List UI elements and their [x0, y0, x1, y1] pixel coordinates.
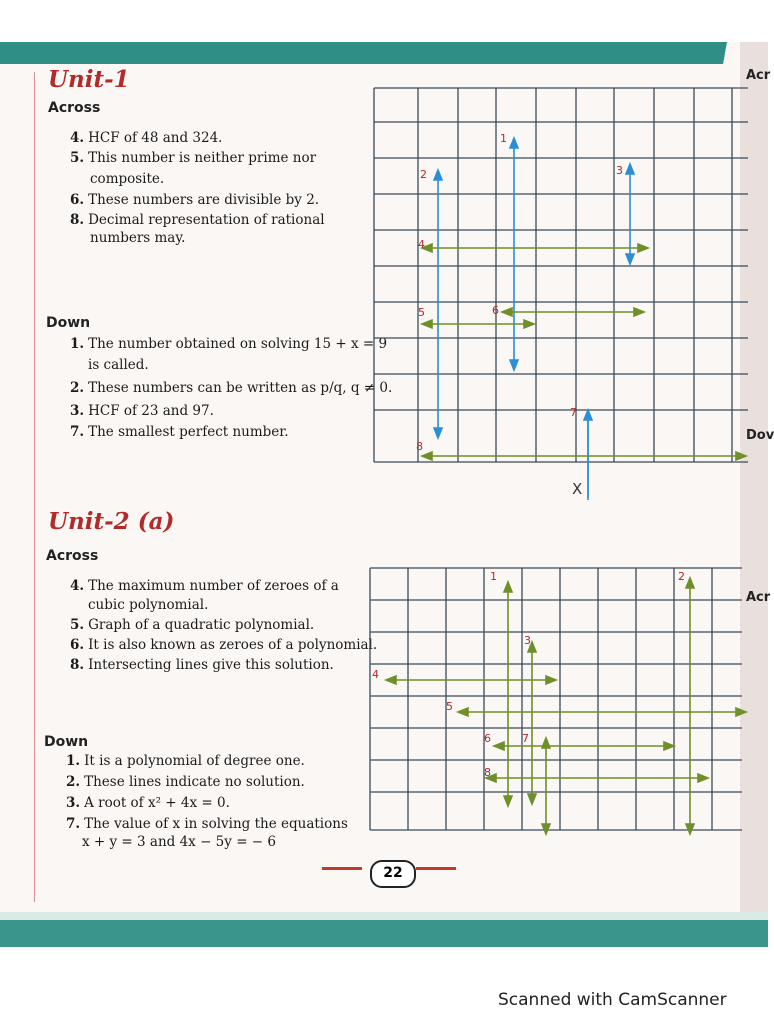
unit2-down-label: Down — [44, 734, 89, 750]
unit2-down-clue-7: 7. The value of x in solving the equations — [66, 816, 348, 832]
unit1-down-clue-2: 2. These numbers can be written as p/q, q ≠ 0. — [70, 380, 393, 396]
unit2-across-clue-4: 4. The maximum number of zeroes of a — [70, 578, 339, 594]
unit2-grid-number-6: 6 — [484, 732, 491, 745]
unit1-title: Unit-1 — [48, 66, 130, 93]
page-number: 22 — [370, 860, 416, 888]
unit1-grid-number-8: 8 — [416, 440, 423, 453]
unit2-grid-number-5: 5 — [446, 700, 453, 713]
unit2-grid-number-2: 2 — [678, 570, 685, 583]
unit2-across-clue-5: 5. Graph of a quadratic polynomial. — [70, 617, 315, 633]
unit2-grid-number-1: 1 — [490, 570, 497, 583]
unit1-grid-number-1: 1 — [500, 132, 507, 145]
unit2-grid-number-8: 8 — [484, 766, 491, 779]
unit1-across-clue-8: 8. Decimal representation of rational — [70, 212, 325, 228]
unit1-handwritten-x: X — [572, 480, 583, 498]
unit2-down-clue-2: 2. These lines indicate no solution. — [66, 774, 305, 790]
unit1-down-clue-1: 1. The number obtained on solving 15 + x = 9 — [70, 336, 388, 352]
unit2-across-label: Across — [46, 548, 99, 564]
unit2-grid-number-7: 7 — [522, 732, 529, 745]
unit2-down-clue-1: 1. It is a polynomial of degree one. — [66, 753, 305, 769]
unit1-grid-number-4: 4 — [418, 238, 425, 251]
unit2-down-clue-3: 3. A root of x² + 4x = 0. — [66, 795, 230, 811]
unit2-across-clue-8: 8. Intersecting lines give this solution. — [70, 657, 334, 673]
unit2-grid-number-4: 4 — [372, 668, 379, 681]
unit1-down-clue-7: 7. The smallest perfect number. — [70, 424, 289, 440]
unit1-across-label: Across — [48, 100, 101, 116]
unit1-grid-number-5: 5 — [418, 306, 425, 319]
unit1-grid-number-6: 6 — [492, 304, 499, 317]
unit1-across-clue-5: 5. This number is neither prime nor — [70, 150, 317, 166]
scanned-page — [0, 42, 774, 947]
next-page-down-fragment: Dov — [746, 428, 774, 443]
bottom-band — [0, 912, 768, 947]
top-band — [0, 42, 745, 64]
unit1-across-clue-8-cont: numbers may. — [90, 230, 186, 246]
unit2-grid-number-3: 3 — [524, 634, 531, 647]
unit1-grid-number-7: 7 — [570, 406, 577, 419]
unit1-down-label: Down — [46, 315, 91, 331]
unit2-across-clue-6: 6. It is also known as zeroes of a polynomial. — [70, 637, 378, 653]
unit1-across-clue-5-cont: composite. — [90, 171, 165, 187]
unit2-down-clue-7-cont: x + y = 3 and 4x − 5y = − 6 — [82, 834, 276, 850]
page-number-ornament-right — [416, 867, 456, 870]
next-page-across-fragment-2: Acr — [746, 590, 771, 605]
unit1-grid-number-2: 2 — [420, 168, 427, 181]
next-page-across-fragment: Acr — [746, 68, 771, 83]
unit2-crossword-grid — [368, 566, 744, 834]
unit2-title: Unit-2 (a) — [48, 508, 175, 535]
page-number-ornament-left — [322, 867, 362, 870]
unit2-across-clue-4-cont: cubic polynomial. — [88, 597, 209, 613]
unit1-across-clue-4: 4. HCF of 48 and 324. — [70, 130, 223, 146]
scanner-watermark: Scanned with CamScanner — [498, 990, 727, 1010]
unit1-across-clue-6: 6. These numbers are divisible by 2. — [70, 192, 320, 208]
margin-line — [34, 72, 35, 902]
unit1-crossword-grid — [372, 86, 752, 498]
unit1-down-clue-1-cont: is called. — [88, 357, 149, 373]
unit1-grid-number-3: 3 — [616, 164, 623, 177]
unit1-down-clue-3: 3. HCF of 23 and 97. — [70, 403, 214, 419]
